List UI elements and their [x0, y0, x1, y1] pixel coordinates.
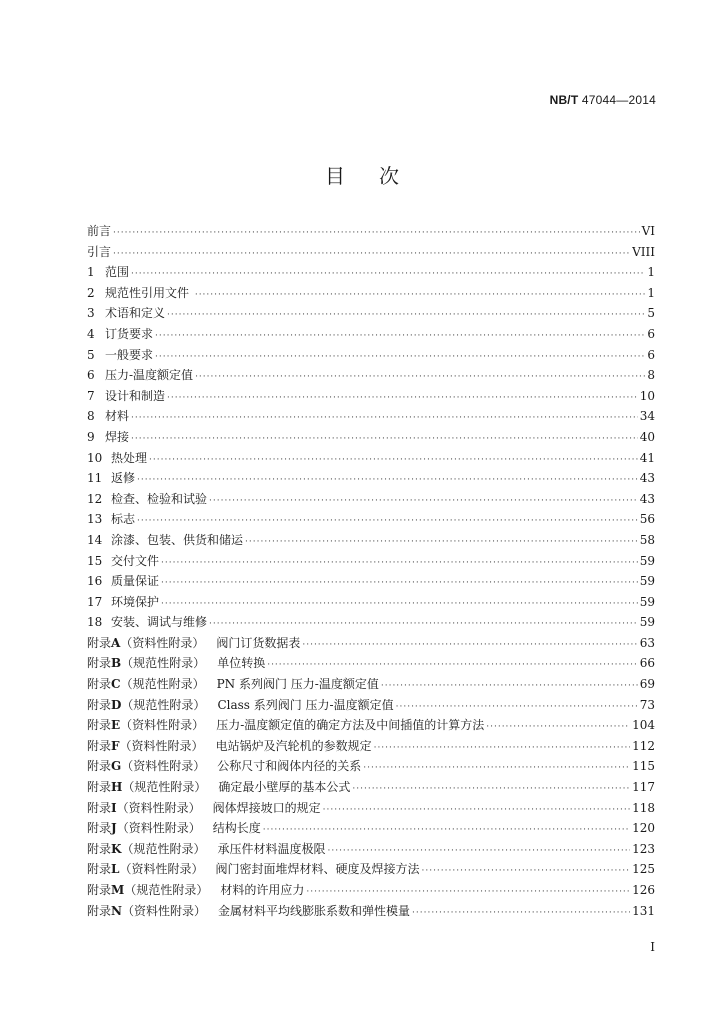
- toc-entry-page: 8: [647, 368, 655, 383]
- toc-entry[interactable]: [87, 777, 655, 798]
- standard-code: 47044—2014: [581, 93, 656, 107]
- toc-entry-page: 69: [639, 677, 655, 692]
- toc-entry[interactable]: [87, 283, 655, 304]
- toc-entry-number: 14: [87, 532, 103, 547]
- appendix-word: 附录: [87, 862, 112, 877]
- toc-leader-dots: [267, 655, 638, 676]
- toc-entry-title: 结构长度: [212, 821, 261, 836]
- toc-leader-dots: [161, 553, 638, 574]
- toc-entry-title: 材料: [105, 409, 130, 424]
- page-number: I: [650, 940, 655, 954]
- toc-entry-title: 前言: [87, 224, 112, 238]
- toc-leader-dots: [263, 820, 630, 841]
- toc-entry-page: 131: [632, 903, 655, 918]
- toc-entry-page: 59: [639, 553, 655, 568]
- toc-entry-title: 电站锅炉及汽轮机的参数规定: [215, 738, 372, 753]
- toc-leader-dots: [137, 470, 638, 491]
- toc-entry-page: 123: [632, 841, 655, 856]
- toc-entry-number: 16: [87, 574, 103, 589]
- appendix-kind: （资料性附录）: [119, 862, 204, 877]
- appendix-letter: C: [111, 677, 121, 692]
- toc-entry-page: 5: [647, 306, 655, 321]
- appendix-kind: （资料性附录）: [120, 635, 205, 650]
- toc-entry-page: 41: [639, 450, 655, 465]
- toc-appendix-prefix: [87, 901, 218, 922]
- appendix-letter: F: [111, 738, 120, 753]
- appendix-word: 附录: [87, 883, 112, 897]
- toc-entry-page: 125: [632, 862, 655, 877]
- toc-entry-number: 17: [87, 594, 103, 609]
- toc-appendix-prefix: [87, 880, 220, 901]
- toc-entry-title: 涂漆、包装、供货和储运: [111, 532, 244, 547]
- appendix-word: 附录: [87, 780, 112, 795]
- toc-entry-number: 18: [87, 615, 103, 630]
- toc-appendix-prefix: [87, 777, 218, 798]
- toc-entry-title: 确定最小壁厚的基本公式: [218, 780, 351, 795]
- toc-appendix-prefix: [87, 859, 215, 880]
- appendix-letter: N: [111, 903, 122, 918]
- toc-entry-title: PN 系列阀门 压力-温度额定值: [216, 677, 379, 692]
- toc-entry-page: 56: [639, 512, 655, 527]
- standard-prefix: NB/T: [549, 93, 579, 107]
- toc-appendix-prefix: [87, 633, 216, 654]
- toc-leader-dots: [209, 491, 638, 512]
- toc-entry-page: 63: [639, 635, 655, 650]
- toc-entry-page: 112: [632, 738, 655, 753]
- toc-entry-title: 阀体焊接坡口的规定: [212, 800, 321, 815]
- toc-entry-title: 质量保证: [111, 574, 160, 589]
- toc-entry-number: 6: [87, 368, 95, 383]
- toc-leader-dots: [167, 305, 645, 326]
- toc-entry-number: 2: [87, 285, 95, 300]
- toc-entry-title: 设计和制造: [105, 388, 166, 403]
- toc-entry-page: 118: [632, 800, 655, 815]
- toc-entry[interactable]: [87, 345, 655, 366]
- toc-entry-number: 3: [87, 306, 95, 321]
- toc-entry[interactable]: [87, 880, 655, 901]
- toc-leader-dots: [352, 779, 630, 800]
- toc-entry-page: 10: [639, 388, 655, 403]
- toc-entry-title: 订货要求: [105, 326, 154, 341]
- toc-entry[interactable]: [87, 386, 655, 407]
- appendix-word: 附录: [87, 903, 112, 918]
- toc-entry-title: 引言: [87, 244, 112, 259]
- toc-entry-page: 104: [632, 718, 655, 733]
- appendix-kind: （资料性附录）: [120, 718, 205, 733]
- toc-entry[interactable]: [87, 530, 655, 551]
- toc-appendix-prefix: [87, 756, 217, 777]
- toc-entry-title: 标志: [111, 512, 136, 527]
- toc-entry[interactable]: [87, 798, 655, 819]
- toc-leader-dots: [137, 511, 638, 532]
- appendix-word: 附录: [87, 821, 112, 836]
- appendix-letter: A: [111, 635, 121, 650]
- appendix-word: 附录: [87, 718, 112, 733]
- toc-entry-number: 10: [87, 450, 103, 465]
- appendix-letter: H: [111, 780, 123, 795]
- appendix-word: 附录: [87, 841, 112, 856]
- appendix-kind: （资料性附录）: [121, 759, 206, 774]
- toc-entry[interactable]: [87, 489, 655, 510]
- appendix-kind: （规范性附录）: [124, 883, 209, 897]
- toc-appendix-prefix: [87, 674, 217, 695]
- appendix-kind: （规范性附录）: [121, 697, 206, 712]
- toc-appendix-prefix: [87, 695, 217, 716]
- appendix-kind: （资料性附录）: [116, 800, 201, 815]
- toc-leader-dots: [161, 573, 638, 594]
- toc-leader-dots: [323, 800, 630, 821]
- appendix-kind: （规范性附录）: [120, 677, 205, 692]
- toc-leader-dots: [327, 841, 630, 862]
- appendix-word: 附录: [87, 656, 112, 671]
- toc-entry-page: 34: [639, 409, 655, 424]
- toc-entry-page: 59: [639, 615, 655, 630]
- toc-leader-dots: [131, 264, 645, 285]
- toc-entry-title: 阀门密封面堆焊材料、硬度及焊接方法: [215, 862, 420, 877]
- toc-entry[interactable]: [87, 633, 655, 654]
- toc-entry-title: 阀门订货数据表: [216, 635, 301, 650]
- appendix-letter: E: [111, 718, 121, 733]
- appendix-kind: （规范性附录）: [121, 656, 206, 671]
- toc-entry[interactable]: [87, 756, 655, 777]
- toc-entry-title: 压力-温度额定值: [105, 368, 194, 383]
- toc-appendix-prefix: [87, 653, 217, 674]
- toc-entry[interactable]: [87, 901, 655, 922]
- toc-entry-number: 1: [87, 265, 95, 280]
- toc-entry-page: 126: [632, 883, 655, 897]
- toc-entry[interactable]: [87, 551, 655, 572]
- toc-entry-page: 58: [639, 532, 655, 547]
- toc-leader-dots: [195, 367, 645, 388]
- toc-leader-dots: [421, 861, 630, 882]
- toc-entry[interactable]: [87, 448, 655, 469]
- table-of-contents: [87, 221, 655, 921]
- appendix-letter: K: [111, 841, 122, 856]
- appendix-word: 附录: [87, 697, 112, 712]
- toc-leader-dots: [167, 388, 638, 409]
- toc-entry[interactable]: [87, 303, 655, 324]
- appendix-letter: M: [111, 883, 125, 897]
- toc-entry-title: 单位转换: [217, 656, 266, 671]
- appendix-letter: D: [111, 697, 122, 712]
- toc-entry-title: 承压件材料温度极限: [217, 841, 326, 856]
- toc-entry-number: 11: [87, 471, 103, 486]
- toc-entry-number: 7: [87, 388, 95, 403]
- toc-entry[interactable]: [87, 592, 655, 613]
- appendix-kind: （规范性附录）: [122, 780, 207, 795]
- toc-leader-dots: [131, 429, 638, 450]
- toc-entry-page: 6: [647, 347, 655, 362]
- toc-entry[interactable]: [87, 427, 655, 448]
- toc-entry-number: 9: [87, 429, 95, 444]
- appendix-kind: （资料性附录）: [121, 903, 206, 918]
- toc-entry-title: 压力-温度额定值的确定方法及中间插值的计算方法: [216, 718, 485, 733]
- toc-entry-number: 8: [87, 409, 95, 424]
- toc-entry[interactable]: [87, 736, 655, 757]
- toc-leader-dots: [113, 223, 640, 244]
- toc-entry-title: 安装、调试与维修: [111, 615, 208, 630]
- toc-appendix-prefix: [87, 715, 216, 736]
- toc-entry-title: 范围: [105, 265, 130, 280]
- toc-entry-title: 金属材料平均线膨胀系数和弹性模量: [218, 903, 411, 918]
- toc-leader-dots: [412, 903, 630, 924]
- toc-leader-dots: [396, 697, 638, 718]
- toc-leader-dots: [302, 635, 637, 656]
- toc-entry-number: 15: [87, 553, 103, 568]
- appendix-letter: I: [111, 800, 117, 815]
- appendix-word: 附录: [87, 677, 112, 692]
- toc-entry[interactable]: [87, 859, 655, 880]
- toc-entry[interactable]: [87, 715, 655, 736]
- toc-entry-title: 检查、检验和试验: [111, 491, 208, 506]
- toc-entry-page: 59: [639, 574, 655, 589]
- toc-leader-dots: [245, 532, 638, 553]
- toc-entry-title: 环境保护: [111, 594, 160, 609]
- toc-entry-page: 117: [632, 780, 655, 795]
- toc-entry-number: 4: [87, 326, 95, 341]
- appendix-kind: （规范性附录）: [121, 841, 206, 856]
- toc-entry-title: 规范性引用文件: [105, 285, 193, 300]
- appendix-word: 附录: [87, 800, 112, 815]
- appendix-kind: （资料性附录）: [116, 821, 201, 836]
- toc-entry[interactable]: [87, 612, 655, 633]
- toc-entry-page: 73: [639, 697, 655, 712]
- toc-entry[interactable]: [87, 839, 655, 860]
- toc-entry-page: 43: [639, 491, 655, 506]
- toc-entry-page: 40: [639, 429, 655, 444]
- appendix-letter: B: [111, 656, 122, 671]
- toc-leader-dots: [306, 882, 630, 903]
- toc-entry[interactable]: [87, 324, 655, 345]
- appendix-word: 附录: [87, 759, 112, 774]
- toc-appendix-prefix: [87, 798, 213, 819]
- toc-entry[interactable]: [87, 468, 655, 489]
- toc-entry-title: Class 系列阀门 压力-温度额定值: [217, 697, 394, 712]
- appendix-word: 附录: [87, 635, 112, 650]
- toc-leader-dots: [155, 347, 645, 368]
- toc-leader-dots: [131, 408, 638, 429]
- toc-entry-page: 115: [632, 759, 655, 774]
- toc-entry-page: 6: [647, 326, 655, 341]
- appendix-kind: （资料性附录）: [119, 738, 204, 753]
- toc-entry-page: 43: [639, 471, 655, 486]
- toc-entry[interactable]: [87, 365, 655, 386]
- toc-leader-dots: [149, 450, 638, 471]
- appendix-letter: G: [111, 759, 122, 774]
- toc-entry-page: 1: [647, 285, 655, 300]
- toc-entry-title: 公称尺寸和阀体内径的关系: [217, 759, 362, 774]
- toc-entry-title: 热处理: [111, 450, 148, 465]
- toc-leader-dots: [195, 285, 645, 306]
- toc-entry-title: 术语和定义: [105, 306, 166, 321]
- toc-entry-number: 5: [87, 347, 95, 362]
- toc-entry[interactable]: [87, 653, 655, 674]
- toc-entry[interactable]: [87, 509, 655, 530]
- standard-number: [550, 93, 656, 107]
- toc-appendix-prefix: [87, 818, 213, 839]
- toc-entry-title: 材料的许用应力: [220, 883, 305, 897]
- toc-entry-page: VIII: [632, 244, 655, 259]
- toc-leader-dots: [486, 717, 630, 738]
- toc-leader-dots: [209, 614, 638, 635]
- appendix-letter: J: [111, 821, 117, 836]
- toc-entry[interactable]: [87, 695, 655, 716]
- toc-entry-title: 交付文件: [111, 553, 160, 568]
- toc-entry-title: 一般要求: [105, 347, 154, 362]
- appendix-letter: L: [111, 862, 120, 877]
- toc-entry[interactable]: [87, 221, 655, 242]
- toc-appendix-prefix: [87, 736, 216, 757]
- toc-leader-dots: [363, 758, 630, 779]
- toc-entry-page: 120: [632, 821, 655, 836]
- toc-entry[interactable]: [87, 242, 655, 263]
- toc-entry-number: 13: [87, 512, 103, 527]
- toc-entry-title: 焊接: [105, 429, 130, 444]
- toc-entry[interactable]: [87, 818, 655, 839]
- toc-leader-dots: [381, 676, 638, 697]
- toc-entry-page: VI: [641, 224, 655, 238]
- toc-entry-page: 1: [647, 265, 655, 280]
- toc-entry[interactable]: [87, 571, 655, 592]
- toc-entry[interactable]: [87, 674, 655, 695]
- toc-entry-number: 12: [87, 491, 103, 506]
- toc-entry[interactable]: [87, 262, 655, 283]
- toc-entry-page: 66: [639, 656, 655, 671]
- toc-entry-title: 返修: [111, 471, 136, 486]
- toc-appendix-prefix: [87, 839, 217, 860]
- toc-leader-dots: [374, 738, 631, 759]
- toc-leader-dots: [155, 326, 645, 347]
- toc-entry[interactable]: [87, 406, 655, 427]
- appendix-word: 附录: [87, 738, 112, 753]
- page-title: 目次: [325, 164, 433, 188]
- toc-entry-page: 59: [639, 594, 655, 609]
- toc-leader-dots: [113, 244, 630, 265]
- toc-leader-dots: [161, 594, 638, 615]
